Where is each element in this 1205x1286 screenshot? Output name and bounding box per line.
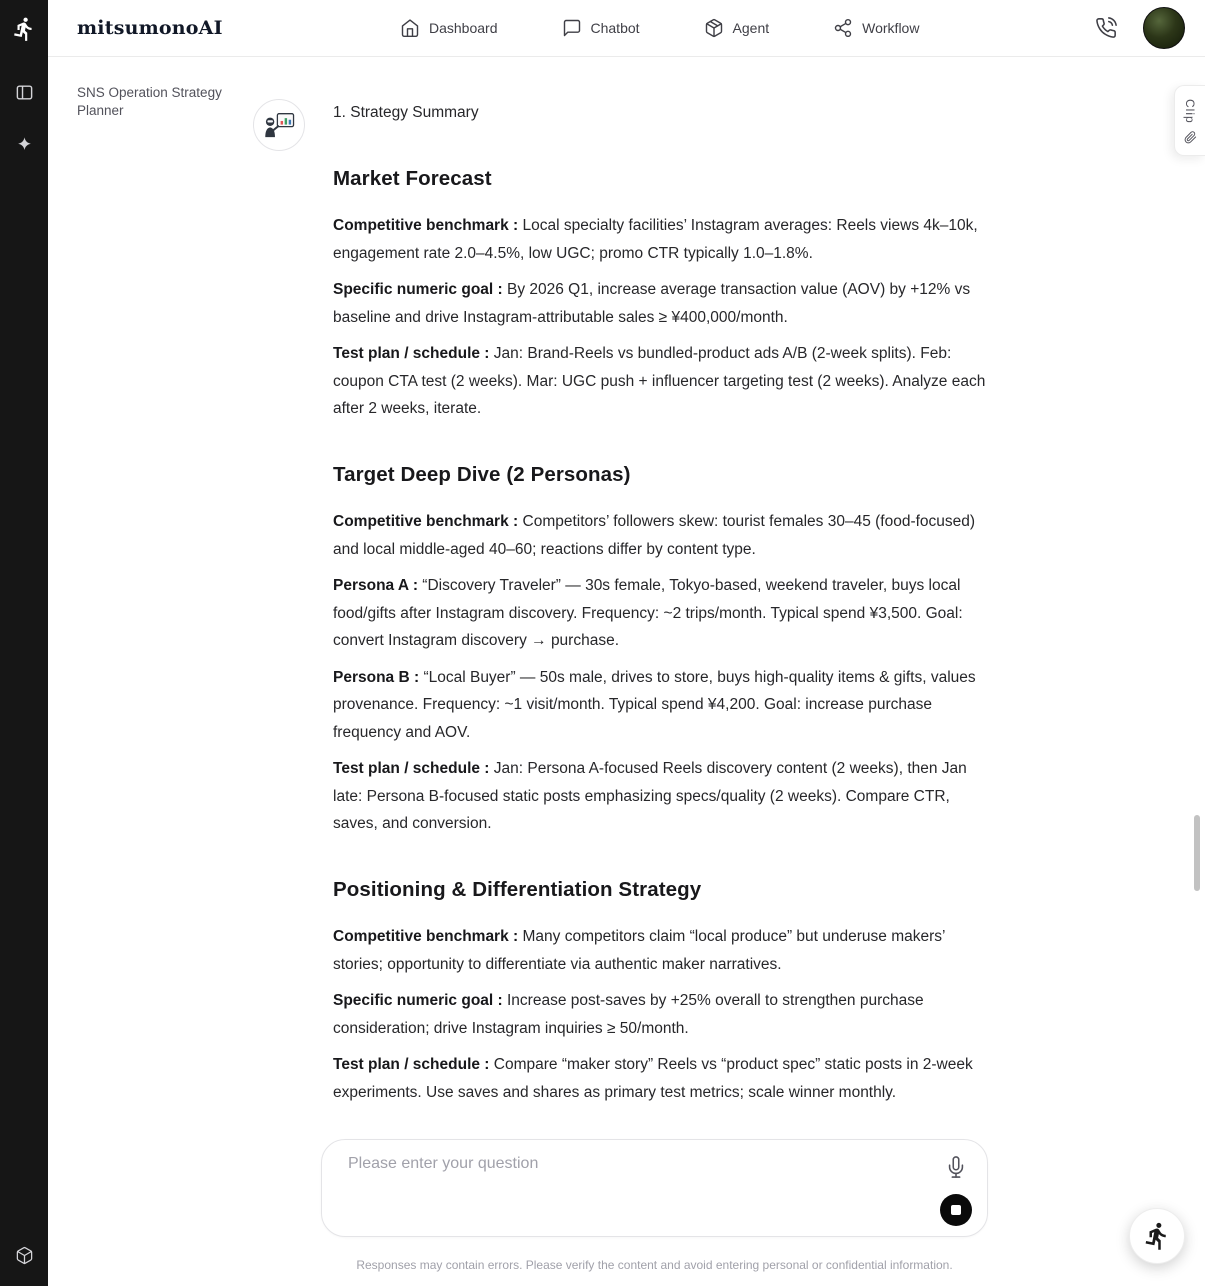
nav-label: Chatbot <box>590 20 640 36</box>
message-paragraph <box>333 276 989 331</box>
home-icon <box>400 18 420 38</box>
paragraph-label: Competitive benchmark : <box>333 217 523 235</box>
message-paragraph <box>333 987 989 1042</box>
ninja-presenter-avatar-icon <box>258 104 300 146</box>
paragraph-label: Specific numeric goal : <box>333 281 507 299</box>
composer <box>321 1139 988 1237</box>
paragraph-label: Competitive benchmark : <box>333 928 523 946</box>
paragraph-text: Competitors’ followers skew: tourist females 30–45 (food-focused) and local middle-aged 40–60; reactions differ by content type. <box>333 513 976 558</box>
header-right <box>1095 7 1185 49</box>
nav-label: Agent <box>732 20 770 36</box>
stop-generating-icon <box>951 1205 961 1215</box>
nav-item-chatbot[interactable] <box>562 18 640 38</box>
sparkle-button[interactable] <box>7 127 41 161</box>
paragraph-label: Persona B : <box>333 668 424 686</box>
ninja-runner-logo-icon <box>11 16 37 42</box>
question-input[interactable] <box>348 1155 928 1219</box>
brand-title: mitsumonoAI <box>77 17 223 39</box>
message-paragraph <box>333 508 989 563</box>
paragraph-text: Jan: Brand-Reels vs bundled-product ads A/B (2-week splits). Feb: coupon CTA test (2 weeks). Mar: UGC push + influencer targeting test (2 weeks). Analyze each after 2 weeks, iterate. <box>333 345 986 418</box>
paragraph-text: By 2026 Q1, increase average transaction value (AOV) by +12% vs baseline and drive Instagram-attributable sales ≥ ¥400,000/month. <box>333 281 971 326</box>
user-avatar[interactable] <box>1143 7 1185 49</box>
stop-button[interactable] <box>940 1194 972 1226</box>
assistant-avatar <box>253 99 305 151</box>
paragraph-text: “Local Buyer” — 50s male, drives to store, buys high-quality items & gifts, values provenance. Frequency: ~1 visit/month. Typical spend ¥4,200. Goal: increase purchase frequency and AOV. <box>333 668 976 741</box>
disclaimer-text: Responses may contain errors. Please verify the content and avoid entering personal or confidential information. <box>356 1258 953 1272</box>
paragraph-text: Increase post-saves by +25% overall to strengthen purchase consideration; drive Instagram inquiries ≥ 50/month. <box>333 992 924 1037</box>
message-paragraph <box>333 572 989 655</box>
paragraph-text: Many competitors claim “local produce” but underuse makers’ stories; opportunity to differentiate via authentic maker narratives. <box>333 928 945 973</box>
main-nav <box>400 18 919 38</box>
paragraph-label: Competitive benchmark : <box>333 513 523 531</box>
paragraph-text: Jan: Persona A-focused Reels discovery content (2 weeks), then Jan late: Persona B-focused static posts emphasizing specs/quality (2 weeks). Compare CTR, saves, and conversion. <box>333 760 967 833</box>
sidebar-toggle-icon <box>15 83 34 102</box>
section-heading: Target Deep Dive (2 Personas) <box>333 462 631 486</box>
nav-label: Workflow <box>862 20 920 36</box>
sidebar-toggle-button[interactable] <box>7 75 41 109</box>
paragraph-label: Specific numeric goal : <box>333 992 507 1010</box>
message-paragraph <box>333 755 989 838</box>
share-nodes-icon <box>833 18 853 38</box>
clip-tab-label: Clip <box>1183 99 1197 124</box>
cube-button[interactable] <box>7 1238 41 1272</box>
message-paragraph <box>333 340 989 423</box>
section-heading: Market Forecast <box>333 166 492 190</box>
ninja-runner-fab-icon <box>1142 1221 1172 1251</box>
scrollbar-thumb[interactable] <box>1194 815 1200 891</box>
assistant-fab[interactable] <box>1129 1208 1185 1264</box>
phone-call-icon <box>1095 17 1117 39</box>
conversation-panel <box>48 57 238 1286</box>
top-header <box>48 0 1205 57</box>
paragraph-text: Local specialty facilities’ Instagram averages: Reels views 4k–10k, engagement rate 2.0–4.5%, low UGC; promo CTR typically 1.0–1.8%. <box>333 217 978 262</box>
paragraph-label: Test plan / schedule : <box>333 760 494 778</box>
left-rail <box>0 0 48 1286</box>
microphone-icon <box>945 1156 967 1178</box>
chat-area <box>238 57 1205 1286</box>
paperclip-icon <box>1184 131 1197 144</box>
conversation-title[interactable]: SNS Operation Strategy Planner <box>77 85 222 118</box>
mic-button[interactable] <box>945 1156 967 1178</box>
paragraph-label: Test plan / schedule : <box>333 1056 494 1074</box>
section-heading: Positioning & Differentiation Strategy <box>333 877 702 901</box>
nav-label: Dashboard <box>429 20 498 36</box>
sparkle-icon <box>15 135 34 154</box>
paragraph-text: “Discovery Traveler” — 30s female, Tokyo-based, weekend traveler, buys local food/gifts after Instagram discovery. Frequency: ~2 trips/month. Typical spend ¥3,500. Goal: convert Instagram discovery → purchase. <box>333 577 963 650</box>
nav-item-agent[interactable] <box>704 18 770 38</box>
message-paragraph <box>333 923 989 978</box>
package-icon <box>704 18 724 38</box>
message-paragraph <box>333 212 989 267</box>
brand-logo-button[interactable] <box>0 0 48 57</box>
cube-icon <box>15 1246 34 1265</box>
paragraph-label: Test plan / schedule : <box>333 345 494 363</box>
assistant-message-row <box>238 57 1205 1245</box>
message-intro: 1. Strategy Summary <box>333 104 479 121</box>
message-paragraph <box>333 664 989 747</box>
clip-tab[interactable] <box>1174 85 1205 156</box>
message-paragraph <box>333 1051 989 1106</box>
paragraph-text: Compare “maker story” Reels vs “product spec” static posts in 2-week experiments. Use saves and shares as primary test metrics; scale winner monthly. <box>333 1056 973 1101</box>
nav-item-dashboard[interactable] <box>400 18 498 38</box>
paragraph-label: Persona A : <box>333 577 423 595</box>
chat-bubble-icon <box>562 18 582 38</box>
nav-item-workflow[interactable] <box>833 18 919 38</box>
assistant-message <box>333 99 989 1245</box>
phone-call-button[interactable] <box>1095 17 1117 39</box>
